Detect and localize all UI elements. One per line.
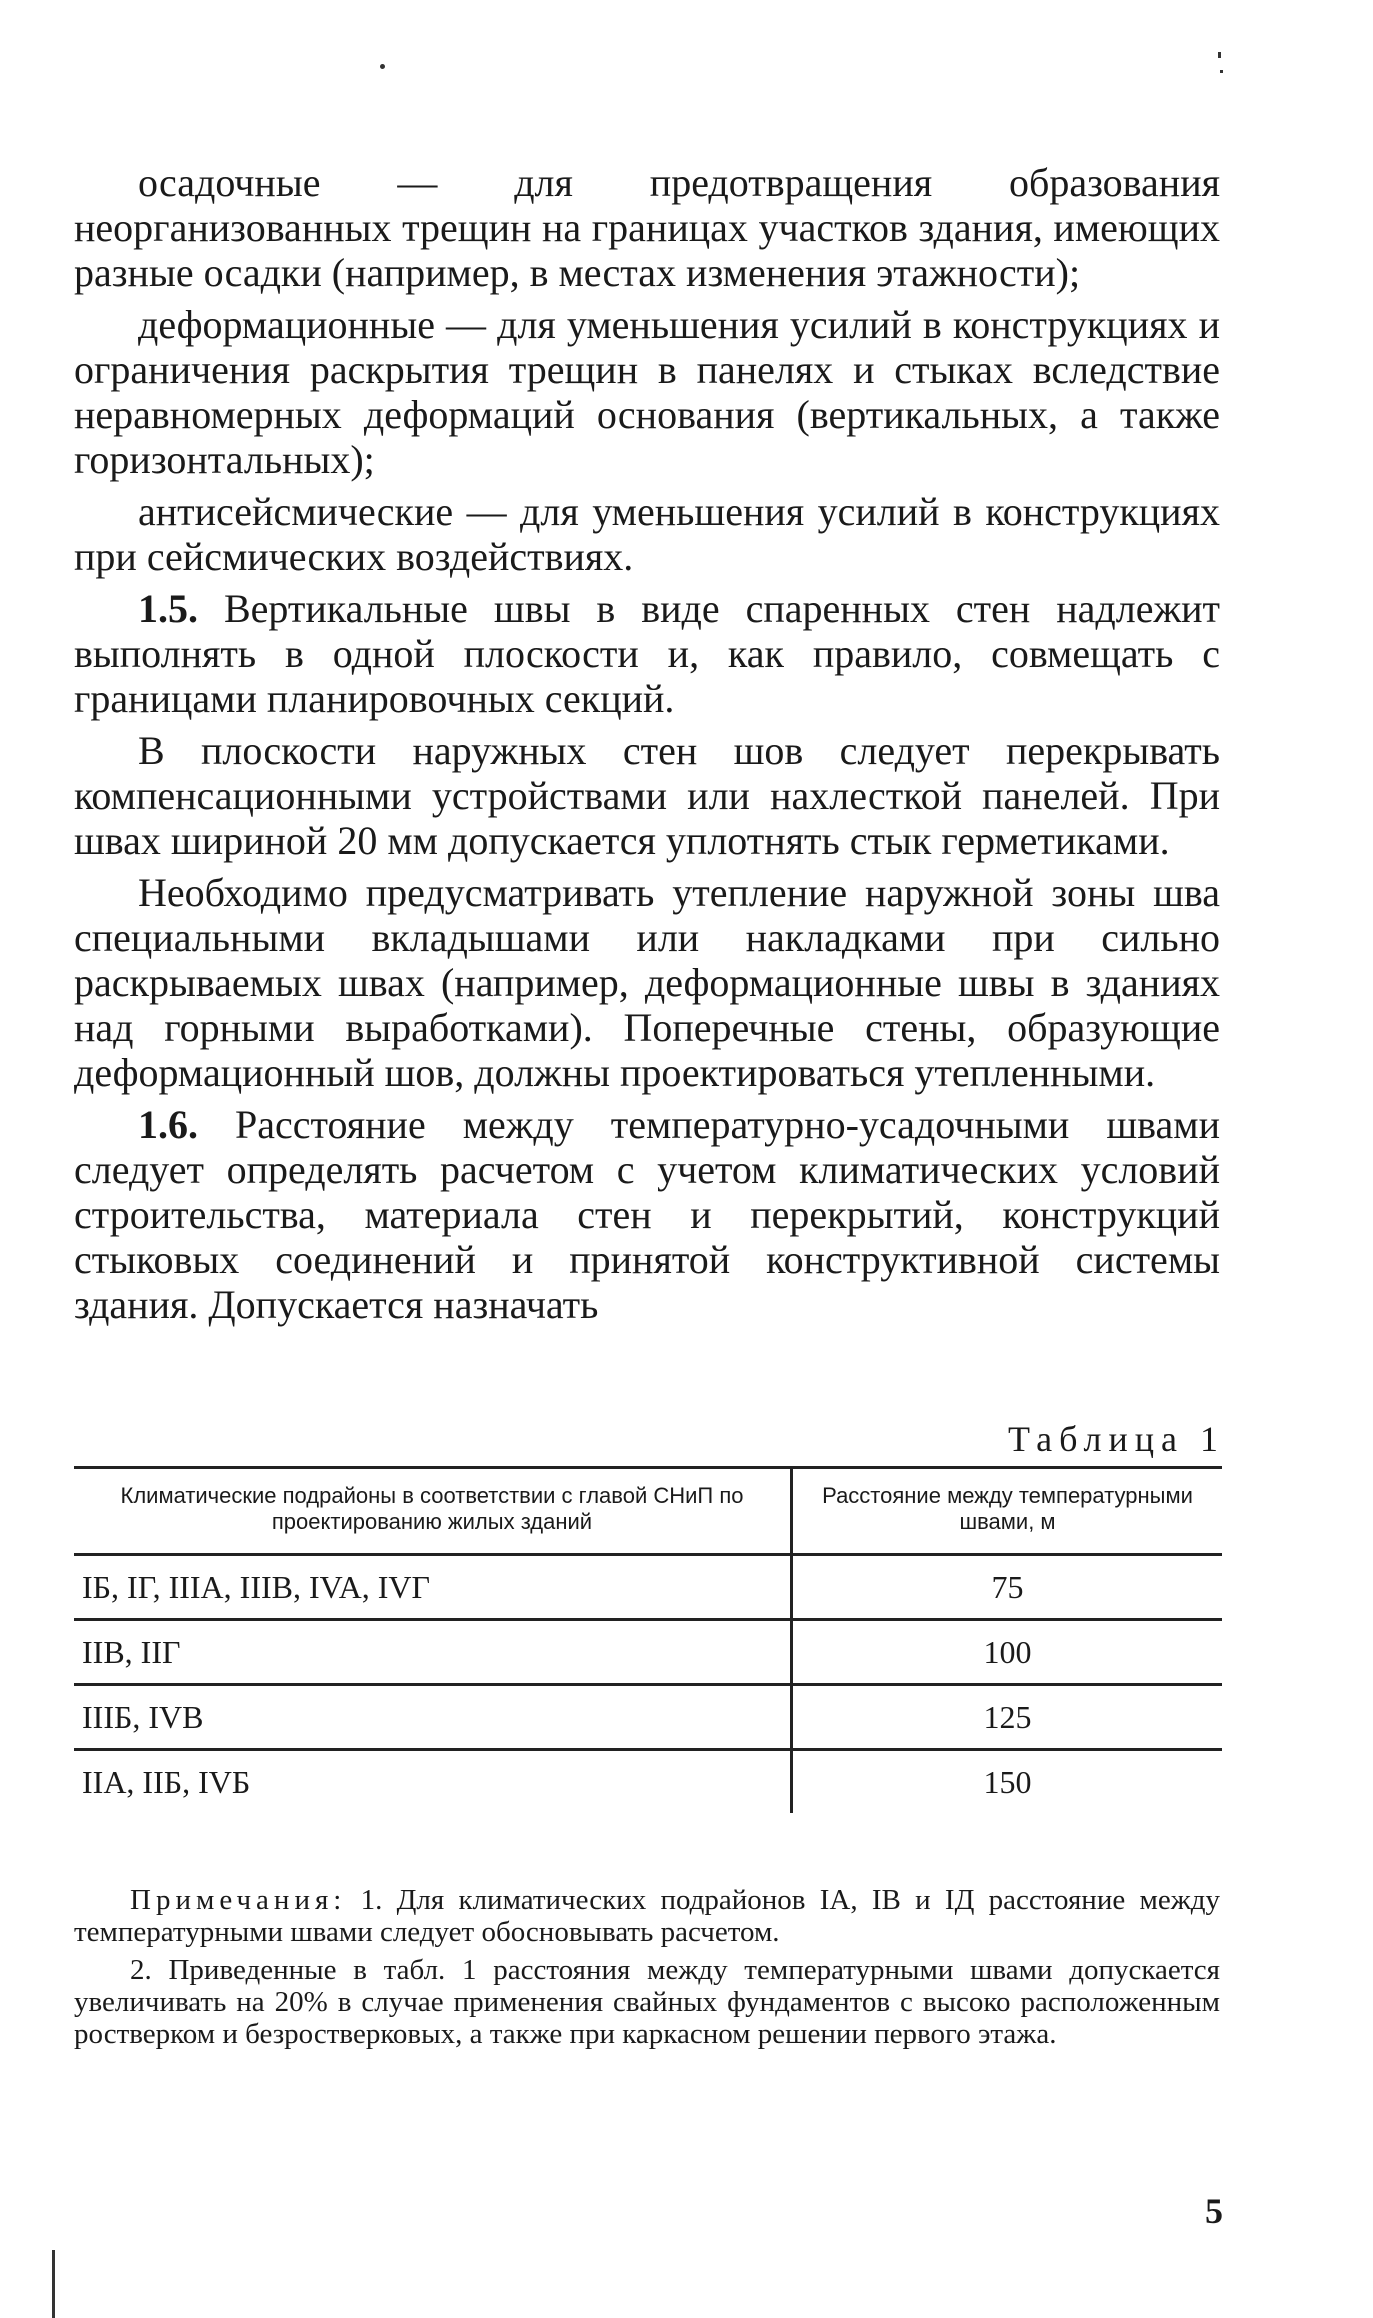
paragraph-text: осадочные — для предотвращения образования неорганизованных трещин на границах участков здания, имеющих разные осадки (например, в местах изменения этажности);	[74, 160, 1220, 295]
paragraph-text: антисейсмические — для уменьшения усилий в конструкциях при сейсмических воздействиях.	[74, 489, 1220, 579]
table-cell-distance: 150	[983, 1763, 1032, 1800]
paragraph-text: Расстояние между температурно-усадочными швами следует определять расчетом с учетом климатических условий строительства, материала стен и перекрытий, конструкций стыковых соединений и принятой конструктивной системы здания. Допускается назначать	[74, 1102, 1220, 1327]
column-header-regions: Климатические подрайоны в соответствии с главой СНиП по проектированию жилых зданий	[74, 1468, 792, 1555]
table-row	[74, 1620, 1222, 1685]
table-row	[74, 1685, 1222, 1750]
scan-speck	[1220, 70, 1223, 73]
table-cell-regions: IIA, IIБ, IVБ	[74, 1750, 792, 1814]
note	[74, 1884, 1220, 1948]
table-cell-regions: IБ, IГ, IIIA, IIIB, IVA, IVГ	[74, 1555, 792, 1620]
paragraph	[74, 1102, 1220, 1327]
table-cell-distance: 100	[792, 1620, 1223, 1685]
scan-speck	[1218, 52, 1221, 58]
scan-edge-mark	[52, 2250, 55, 2318]
table-caption: Таблица 1	[1008, 1419, 1225, 1459]
table-notes	[74, 1884, 1220, 2056]
table-cell-distance: 75	[792, 1555, 1223, 1620]
table-cell-regions: IIIБ, IVB	[74, 1685, 792, 1750]
body-text	[74, 160, 1220, 1334]
paragraph-number: 1.6.	[138, 1102, 198, 1147]
paragraph	[74, 160, 1220, 295]
table-cell-regions: IIB, IIГ	[74, 1620, 792, 1685]
column-header-distance: Расстояние между температурными швами, м	[792, 1468, 1223, 1555]
notes-label: Примечания:	[130, 1884, 347, 1916]
paragraph-number: 1.5.	[138, 586, 198, 631]
note-text: 2. Приведенные в табл. 1 расстояния между температурными швами допускается увеличивать на 20% в случае применения свайных фундаментов с высоко расположенным ростверком и безростверковых, а также при каркасном решении первого этажа.	[74, 1954, 1220, 2050]
paragraph-text: Необходимо предусматривать утепление наружной зоны шва специальными вкладышами или накладками при сильно раскрываемых швах (например, деформационные швы в зданиях над горными выработками). Поперечные стены, образующие деформационный шов, должны проектироваться утепленными.	[74, 870, 1220, 1095]
note	[74, 1954, 1220, 2050]
table-row	[74, 1750, 1222, 1814]
page-number: 5	[1205, 2191, 1223, 2231]
paragraph-text: Вертикальные швы в виде спаренных стен надлежит выполнять в одной плоскости и, как правило, совмещать с границами планировочных секций.	[74, 586, 1221, 721]
paragraph	[74, 870, 1220, 1095]
paragraph-text: В плоскости наружных стен шов следует перекрывать компенсационными устройствами или нахлесткой панелей. При швах шириной 20 мм допускается уплотнять стык герметиками.	[74, 728, 1220, 863]
paragraph	[74, 489, 1220, 579]
table-header-row	[74, 1468, 1222, 1555]
paragraph-text: деформационные — для уменьшения усилий в конструкциях и ограничения раскрытия трещин в панелях и стыках вследствие неравномерных деформаций основания (вертикальных, а также горизонтальных);	[74, 302, 1220, 482]
scan-speck	[380, 64, 385, 69]
note-text: 1. Для климатических подрайонов IA, IB и IД расстояние между температурными швами следует обосновывать расчетом.	[74, 1884, 1220, 1948]
paragraph	[74, 302, 1220, 482]
table-cell-distance: 125	[792, 1685, 1223, 1750]
paragraph	[74, 728, 1220, 863]
paragraph	[74, 586, 1220, 721]
table-row	[74, 1555, 1222, 1620]
data-table	[74, 1466, 1222, 1813]
